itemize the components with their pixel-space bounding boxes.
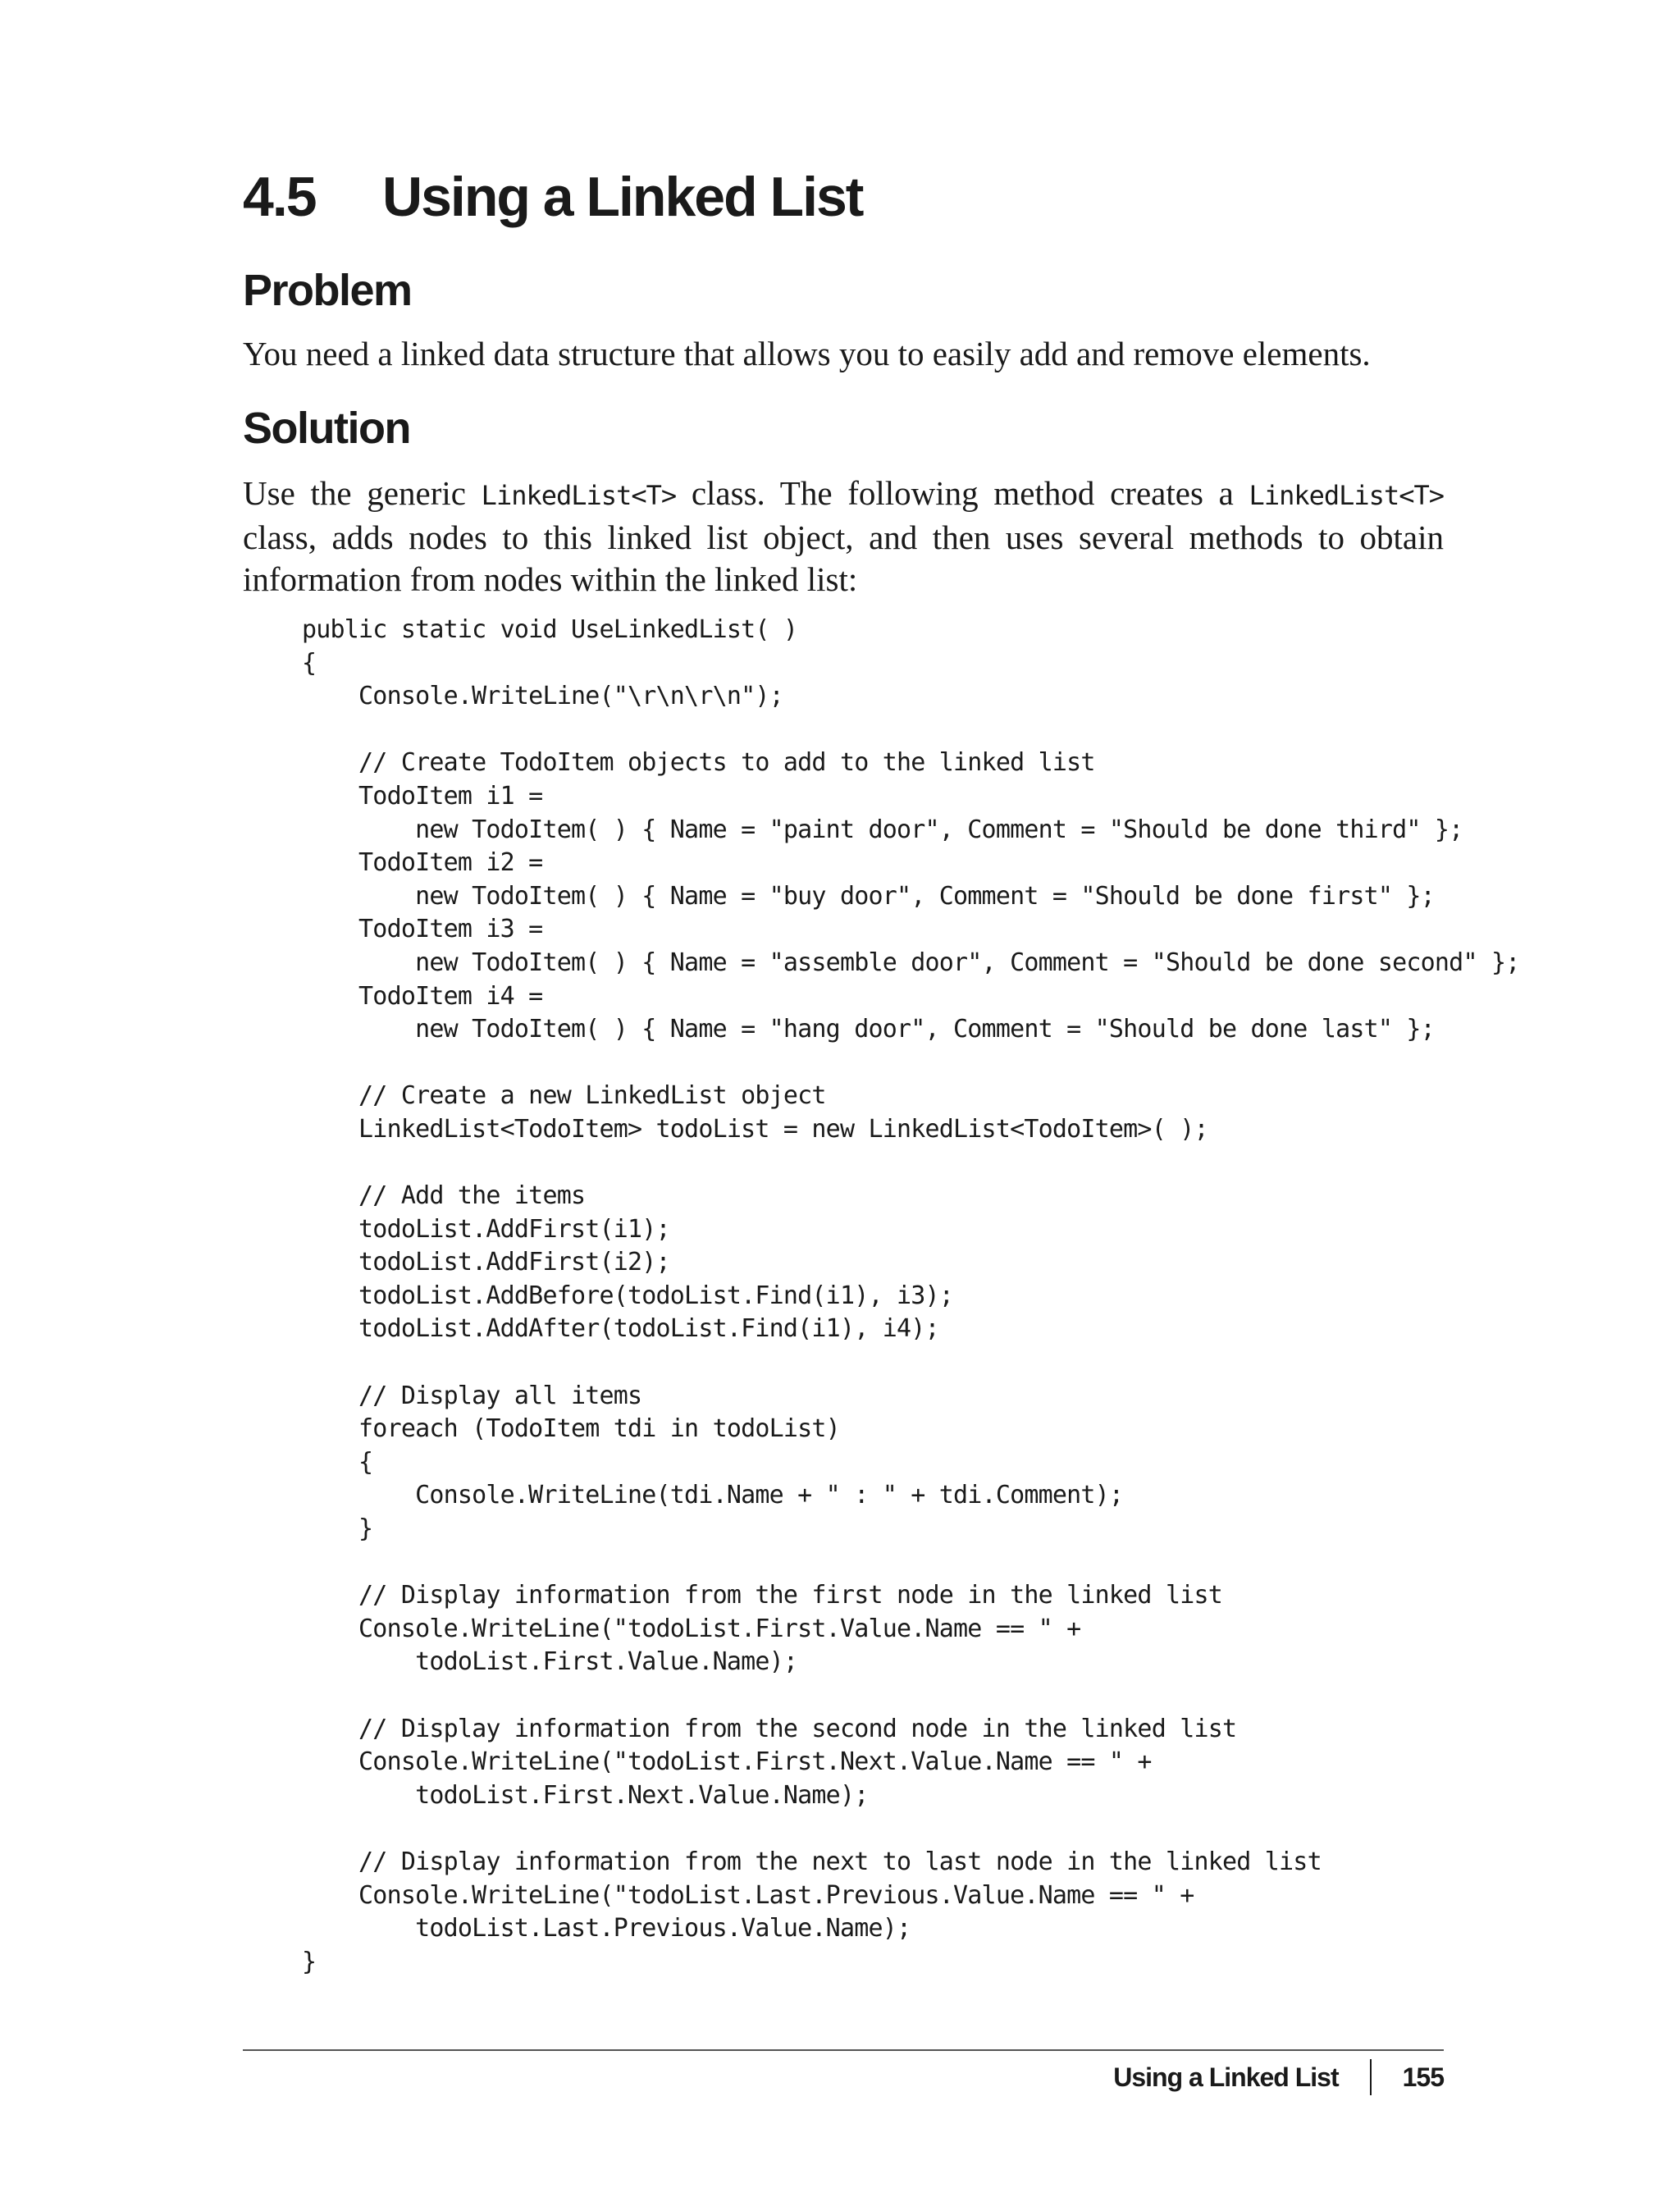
code-line: // Add the items: [302, 1181, 586, 1211]
code-line: new TodoItem( ) { Name = "paint door", Comment = "Should be done third" };: [302, 815, 1463, 844]
code-line: }: [302, 1514, 373, 1544]
code-line: // Display information from the second node in the linked list: [302, 1714, 1237, 1743]
code-line: TodoItem i3 =: [302, 915, 543, 944]
code-line: // Display information from the first node in the linked list: [302, 1581, 1222, 1610]
solution-heading: Solution: [243, 404, 410, 453]
code-line: todoList.First.Value.Name);: [302, 1647, 798, 1677]
inline-code-linkedlist-2: LinkedList<T>: [1249, 480, 1444, 511]
recipe-title-text: Using a Linked List: [382, 166, 863, 228]
problem-text: You need a linked data structure that allows you to easily add and remove elements.: [243, 335, 1371, 372]
code-line: todoList.AddFirst(i1);: [302, 1214, 670, 1244]
solution-text-part-2: class. The following method creates a: [676, 474, 1249, 512]
code-line: TodoItem i1 =: [302, 781, 543, 811]
running-title: Using a Linked List: [1113, 2062, 1339, 2092]
code-line: // Display information from the next to last node in the linked list: [302, 1847, 1322, 1876]
footer-separator: [1370, 2059, 1372, 2095]
code-line: todoList.AddAfter(todoList.Find(i1), i4);: [302, 1314, 939, 1344]
code-line: new TodoItem( ) { Name = "hang door", Comment = "Should be done last" };: [302, 1015, 1435, 1044]
code-line: Console.WriteLine("todoList.First.Value.Name == " +: [302, 1614, 1081, 1643]
code-listing: [302, 614, 1520, 1979]
code-line: }: [302, 1947, 317, 1976]
code-line: new TodoItem( ) { Name = "buy door", Comment = "Should be done first" };: [302, 881, 1435, 911]
code-line: foreach (TodoItem tdi in todoList): [302, 1414, 840, 1444]
code-line: TodoItem i2 =: [302, 848, 543, 878]
code-line: Console.WriteLine("\r\n\r\n");: [302, 682, 783, 711]
recipe-number: 4.5: [243, 166, 316, 228]
problem-heading: Problem: [243, 266, 412, 315]
code-line: Console.WriteLine("todoList.Last.Previous.Value.Name == " +: [302, 1880, 1194, 1910]
page-footer: [1113, 2053, 1444, 2102]
footer-rule: [243, 2049, 1444, 2051]
code-line: todoList.Last.Previous.Value.Name);: [302, 1914, 911, 1943]
page-number: 155: [1402, 2062, 1444, 2092]
code-line: todoList.First.Next.Value.Name);: [302, 1780, 869, 1810]
code-line: LinkedList<TodoItem> todoList = new LinkedList<TodoItem>( );: [302, 1114, 1208, 1144]
recipe-title: [243, 164, 862, 230]
code-line: todoList.AddFirst(i2);: [302, 1248, 670, 1277]
code-line: {: [302, 1447, 373, 1477]
solution-text: [243, 473, 1444, 601]
inline-code-linkedlist-1: LinkedList<T>: [481, 480, 677, 511]
code-line: public static void UseLinkedList( ): [302, 615, 798, 644]
code-line: todoList.AddBefore(todoList.Find(i1), i3);: [302, 1281, 954, 1310]
code-line: // Create a new LinkedList object: [302, 1081, 826, 1111]
solution-text-part-1: Use the generic: [243, 474, 482, 512]
code-line: Console.WriteLine("todoList.First.Next.Value.Name == " +: [302, 1747, 1152, 1777]
code-line: // Create TodoItem objects to add to the linked list: [302, 748, 1095, 778]
code-line: TodoItem i4 =: [302, 981, 543, 1011]
code-line: Console.WriteLine(tdi.Name + " : " + tdi.Comment);: [302, 1481, 1124, 1510]
code-line: new TodoItem( ) { Name = "assemble door", Comment = "Should be done second" };: [302, 948, 1520, 977]
code-line: // Display all items: [302, 1381, 642, 1410]
solution-text-part-3: class, adds nodes to this linked list object, and then uses several methods to obtain information from nodes within the linked list:: [243, 518, 1444, 598]
code-line: {: [302, 648, 317, 678]
